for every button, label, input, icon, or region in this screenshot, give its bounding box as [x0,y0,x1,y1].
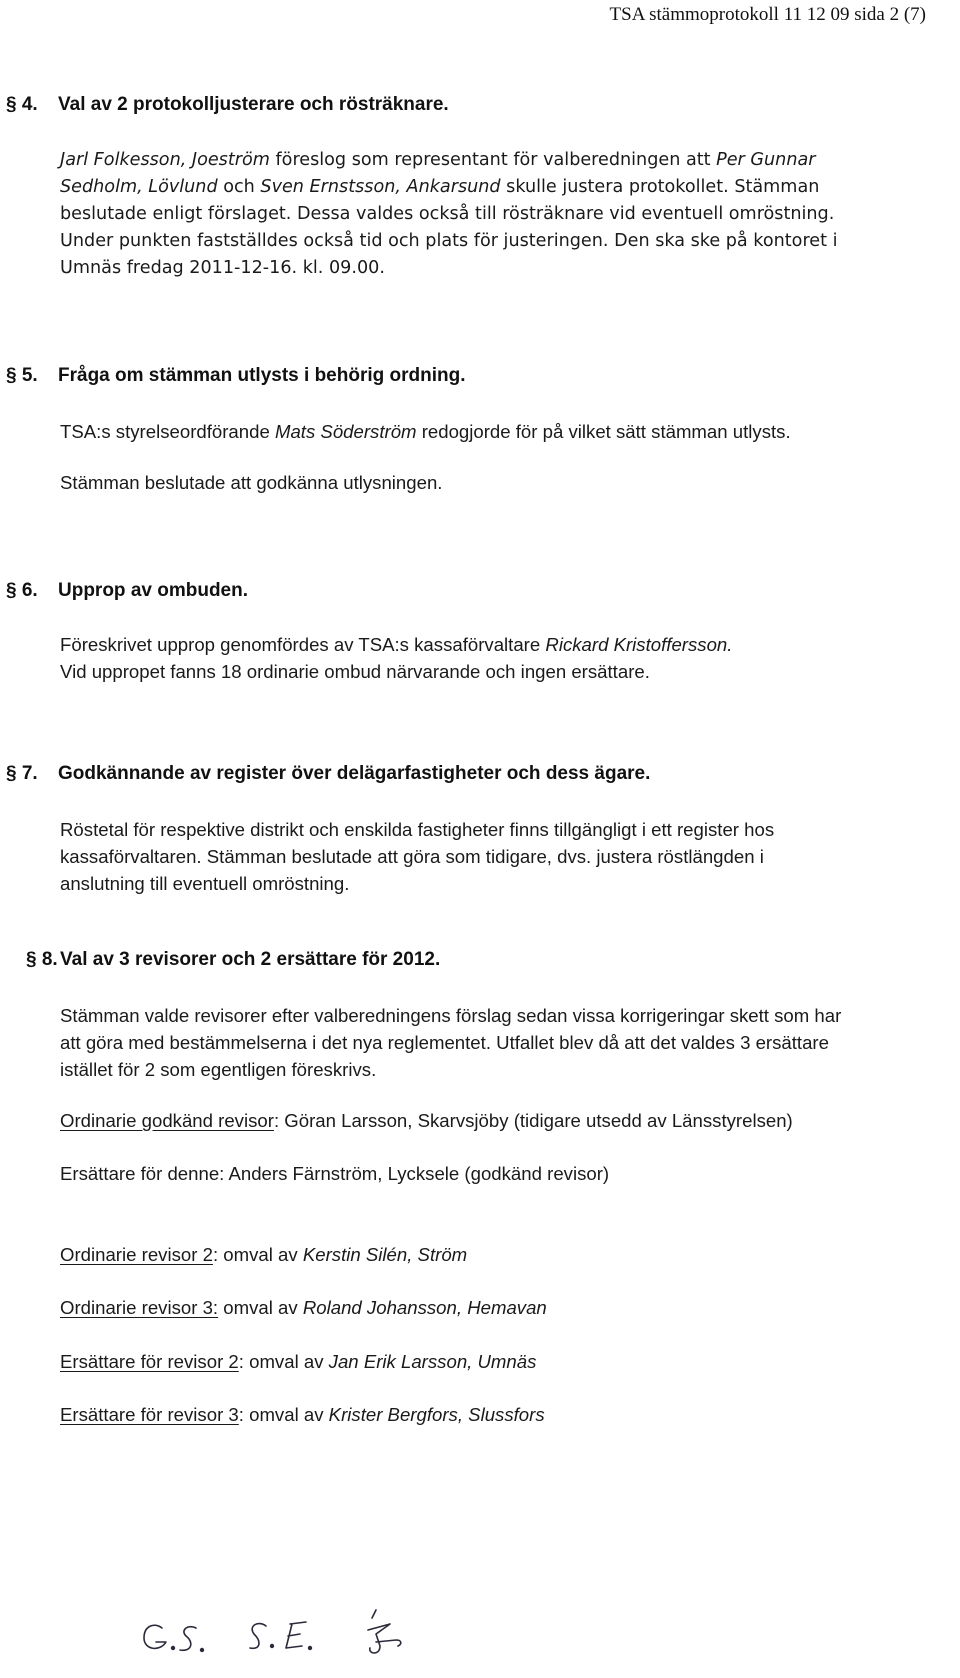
person-name: Jan Erik Larsson, Umnäs [328,1351,537,1372]
section-number: § 4. [6,94,38,115]
text-run: TSA:s styrelseordförande [60,421,275,442]
section-number: § 7. [6,763,38,784]
handwritten-initial-s2 [250,1624,266,1649]
text-run: : omval av [212,1244,303,1265]
text-line: kassaförvaltaren. Stämman beslutade att göra som tidigare, dvs. justera röstlängden i [60,846,764,867]
section-8-heading [6,949,440,971]
auditor-entry-4 [60,1294,940,1321]
handwritten-initial-j [368,1610,401,1653]
person-name: Mats Söderström [274,421,417,442]
section-title: Val av 2 protokolljusterare och rösträknare. [58,94,449,115]
section-number: § 5. [6,365,38,386]
person-name: Jarl Folkesson, Joeström [60,150,270,170]
section-title: Val av 3 revisorer och 2 ersättare för 2012. [60,949,441,970]
text-run: : omval av [238,1404,329,1425]
text-line: Umnäs fredag 2011-12-16. kl. 09.00. [60,258,385,278]
text-run: Föreskrivet upprop genomfördes av TSA:s kassaförvaltare [60,634,546,655]
person-name: Sedholm, Lövlund [60,177,218,197]
text-line: Stämman valde revisorer efter valberedningens förslag sedan vissa korrigeringar skett som har [60,1005,842,1026]
handwritten-initial-e [286,1622,306,1648]
person-name: Krister Bergfors, Slussfors [328,1404,545,1425]
person-name: Kerstin Silén, Ström [302,1244,468,1265]
auditor-entry-5 [60,1348,940,1375]
section-number: § 8. [26,949,58,970]
auditor-role-label: Ordinarie godkänd revisor [60,1110,274,1131]
auditor-entry-1 [60,1107,940,1134]
section-5-decision [60,469,940,496]
section-8-body [60,1002,940,1083]
text-line: istället för 2 som egentligen föreskrivs. [60,1059,377,1080]
section-number: § 6. [6,580,38,601]
page-header: TSA stämmoprotokoll 11 12 09 sida 2 (7) [609,4,926,25]
person-name: Rickard Kristoffersson. [545,634,733,655]
section-6-heading [6,580,248,602]
auditor-role-label: Ordinarie revisor 2 [60,1244,213,1265]
section-title: Fråga om stämman utlysts i behörig ordning. [58,365,466,386]
person-name: Per Gunnar [716,150,816,170]
text-run: skulle justera protokollet. Stämman [500,177,820,197]
text-line: Vid uppropet fanns 18 ordinarie ombud närvarande och ingen ersättare. [60,661,650,682]
auditor-role-label: Ersättare för revisor 3 [60,1404,239,1425]
auditor-role-label: Ordinarie revisor 3: [60,1297,219,1318]
section-6-body [60,631,940,685]
section-title: Upprop av ombuden. [58,580,248,601]
handwritten-initial-g [144,1625,166,1648]
section-title: Godkännande av register över delägarfastigheter och dess ägare. [58,763,651,784]
section-7-body [60,816,940,897]
section-5-body [60,418,940,445]
auditor-detail: Ersättare för denne: Anders Färnström, Lycksele (godkänd revisor) [60,1163,610,1184]
text-run: och [217,177,261,197]
auditor-entry-6 [60,1401,940,1428]
text-line: Röstetal för respektive distrikt och enskilda fastigheter finns tillgängligt i ett register hos [60,819,775,840]
person-name: Sven Ernstsson, Ankarsund [260,177,501,197]
text-run: omval av [218,1297,303,1318]
text-line: att göra med bestämmelserna i det nya reglementet. Utfallet blev då att det valdes 3 ersättare [60,1032,829,1053]
text-line: beslutade enligt förslaget. Dessa valdes också till rösträknare vid eventuell omröstning. [60,204,835,224]
signature-initials [140,1604,500,1664]
section-4-heading [6,94,449,116]
section-5-heading [6,365,466,387]
text-line: Stämman beslutade att godkänna utlysningen. [60,472,443,493]
text-run: : omval av [238,1351,329,1372]
auditor-detail: : Göran Larsson, Skarvsjöby (tidigare utsedd av Länsstyrelsen) [273,1110,793,1131]
auditor-role-label: Ersättare för revisor 2 [60,1351,239,1372]
auditor-entry-3 [60,1241,940,1268]
text-line: Under punkten fastställdes också tid och plats för justeringen. Den ska ske på kontoret i [60,231,838,251]
text-run: föreslog som representant för valberedningen att [269,150,717,170]
handwritten-initial-s [180,1627,196,1651]
text-run: redogjorde för på vilket sätt stämman utlysts. [416,421,791,442]
person-name: Roland Johansson, Hemavan [302,1297,547,1318]
section-7-heading [6,763,650,785]
section-4-body [60,147,940,282]
text-line: anslutning till eventuell omröstning. [60,873,350,894]
auditor-entry-2 [60,1160,940,1187]
